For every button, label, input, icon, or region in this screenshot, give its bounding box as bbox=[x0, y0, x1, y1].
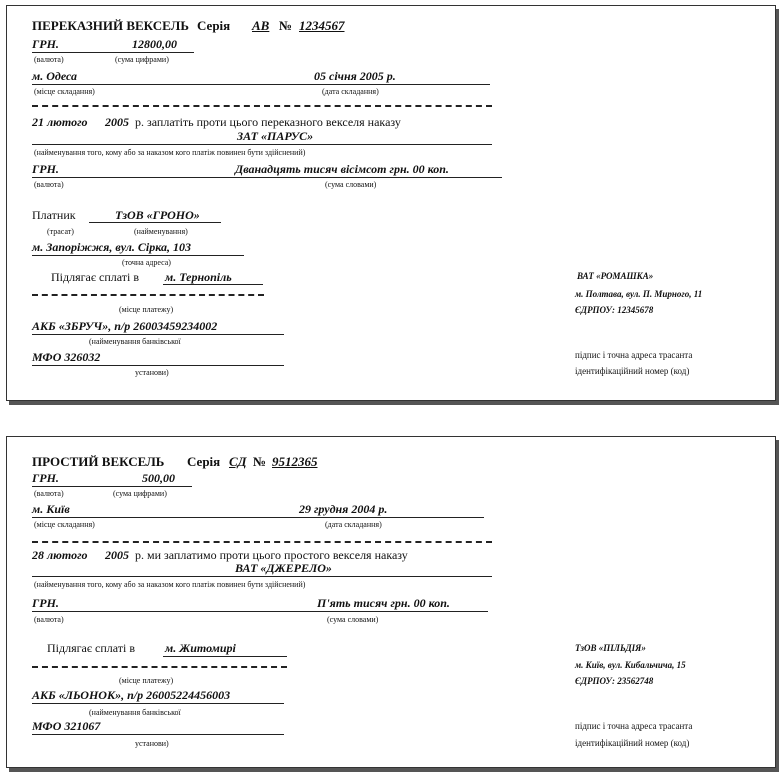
payer-value: ТзОВ «ГРОНО» bbox=[115, 208, 200, 222]
amount-words-value: П'ять тисяч грн. 00 коп. bbox=[317, 596, 450, 610]
amount-words-underline bbox=[32, 611, 488, 612]
payee-caption: (найменування того, кому або за наказом кого платіж повинен бути здійснений) bbox=[34, 148, 306, 157]
payment-text: р. ми заплатимо проти цього простого векселя наказу bbox=[135, 548, 408, 562]
id-caption: ідентифікаційний номер (код) bbox=[575, 738, 690, 748]
institution-caption: установи) bbox=[135, 368, 169, 377]
payee-underline bbox=[32, 144, 492, 145]
signature-caption: підпис і точна адреса трасанта bbox=[575, 721, 693, 731]
place-payment-underline bbox=[163, 656, 287, 657]
bank-caption: (найменування банківської bbox=[89, 708, 181, 717]
series-value: АВ bbox=[252, 18, 270, 33]
bank-value: АКБ «ЛЬОНОК», п/р 26005224456003 bbox=[32, 688, 231, 702]
number-label: № bbox=[279, 18, 293, 33]
date-caption: (дата складання) bbox=[322, 87, 379, 96]
signature-caption: підпис і точна адреса трасанта bbox=[575, 350, 693, 360]
bill-title: ПЕРЕКАЗНИЙ ВЕКСЕЛЬ bbox=[32, 18, 189, 33]
place-date-underline bbox=[32, 517, 484, 518]
drawer-address: м. Полтава, вул. П. Мирного, 11 bbox=[575, 289, 703, 299]
series-label: Серія bbox=[187, 454, 221, 469]
date-caption: (дата складання) bbox=[325, 520, 382, 529]
payee-value: ЗАТ «ПАРУС» bbox=[237, 129, 314, 143]
payer-label: Платник bbox=[32, 208, 76, 222]
amount-words-caption: (сума словами) bbox=[327, 615, 379, 624]
number-value: 1234567 bbox=[299, 18, 345, 33]
place-payment-value: м. Тернопіль bbox=[165, 270, 232, 284]
drawee-caption: (трасат) bbox=[47, 227, 74, 236]
currency-value: ГРН. bbox=[32, 471, 59, 485]
series-value: СД bbox=[229, 454, 247, 469]
currency-caption-2: (валюта) bbox=[34, 615, 64, 624]
payment-date-value: 28 лютого bbox=[32, 548, 88, 562]
place-caption: (місце складання) bbox=[34, 87, 95, 96]
bank-caption: (найменування банківської bbox=[89, 337, 181, 346]
place-payment-value: м. Житомирі bbox=[165, 641, 236, 655]
date-value: 05 січня 2005 р. bbox=[314, 69, 396, 83]
bank-underline bbox=[32, 703, 284, 704]
currency-caption-2: (валюта) bbox=[34, 180, 64, 189]
amount-digits-caption: (сума цифрами) bbox=[115, 55, 169, 64]
payment-text: р. заплатіть проти цього переказного векселя наказу bbox=[135, 115, 401, 129]
amount-digits-value: 12800,00 bbox=[132, 37, 177, 51]
institution-caption: установи) bbox=[135, 739, 169, 748]
promissory-note-form bbox=[6, 436, 776, 768]
currency-value: ГРН. bbox=[32, 37, 59, 51]
payment-year-value: 2005 bbox=[105, 115, 129, 129]
dashed-separator bbox=[32, 105, 492, 107]
series-label: Серія bbox=[197, 18, 231, 33]
dashed-line-payment bbox=[32, 294, 264, 296]
drawer-name: ВАТ «РОМАШКА» bbox=[577, 271, 654, 281]
bill-title: ПРОСТИЙ ВЕКСЕЛЬ bbox=[32, 454, 165, 469]
transfer-bill-form bbox=[6, 5, 776, 401]
payer-address-underline bbox=[32, 255, 244, 256]
mfo-value: МФО 321067 bbox=[32, 719, 101, 733]
place-payment-caption: (місце платежу) bbox=[119, 305, 174, 314]
amount-digits-caption: (сума цифрами) bbox=[113, 489, 167, 498]
drawer-code: ЄДРПОУ: 12345678 bbox=[575, 305, 654, 315]
bank-value: АКБ «ЗБРУЧ», п/р 26003459234002 bbox=[32, 319, 218, 333]
place-payment-caption: (місце платежу) bbox=[119, 676, 174, 685]
amount-digits-value: 500,00 bbox=[142, 471, 175, 485]
amount-words-caption: (сума словами) bbox=[325, 180, 377, 189]
payee-value: ВАТ «ДЖЕРЕЛО» bbox=[235, 561, 332, 575]
place-payment-underline bbox=[163, 284, 263, 285]
dashed-separator bbox=[32, 541, 492, 543]
currency-caption: (валюта) bbox=[34, 55, 64, 64]
payer-address-value: м. Запоріжжя, вул. Сірка, 103 bbox=[32, 240, 192, 254]
bank-underline bbox=[32, 334, 284, 335]
payment-date-value: 21 лютого bbox=[32, 115, 88, 129]
payment-year-value: 2005 bbox=[105, 548, 129, 562]
currency-value-2: ГРН. bbox=[32, 162, 59, 176]
amount-underline bbox=[32, 486, 192, 487]
address-caption: (точна адреса) bbox=[122, 258, 171, 267]
date-value: 29 грудня 2004 р. bbox=[299, 502, 388, 516]
place-value: м. Одеса bbox=[32, 69, 78, 83]
payer-underline bbox=[89, 222, 221, 223]
payer-name-caption: (найменування) bbox=[134, 227, 188, 236]
payee-caption: (найменування того, кому або за наказом кого платіж повинен бути здійснений) bbox=[34, 580, 306, 589]
drawer-name: ТзОВ «ПІЛЬДІЯ» bbox=[575, 643, 646, 653]
place-caption: (місце складання) bbox=[34, 520, 95, 529]
number-value: 9512365 bbox=[272, 454, 318, 469]
mfo-value: МФО 326032 bbox=[32, 350, 101, 364]
drawer-code: ЄДРПОУ: 23562748 bbox=[575, 676, 654, 686]
currency-value-2: ГРН. bbox=[32, 596, 59, 610]
mfo-underline bbox=[32, 365, 284, 366]
dashed-line-payment bbox=[32, 666, 287, 668]
mfo-underline bbox=[32, 734, 284, 735]
id-caption: ідентифікаційний номер (код) bbox=[575, 366, 690, 376]
drawer-address: м. Київ, вул. Кибальчича, 15 bbox=[575, 660, 686, 670]
place-date-underline bbox=[32, 84, 490, 85]
payee-underline bbox=[32, 576, 492, 577]
amount-underline bbox=[32, 52, 194, 53]
number-label: № bbox=[253, 454, 267, 469]
currency-caption: (валюта) bbox=[34, 489, 64, 498]
amount-words-value: Дванадцять тисяч вісімсот грн. 00 коп. bbox=[235, 162, 449, 176]
place-payment-label: Підлягає сплаті в bbox=[47, 641, 136, 655]
amount-words-underline bbox=[32, 177, 502, 178]
place-value: м. Київ bbox=[32, 502, 70, 516]
place-payment-label: Підлягає сплаті в bbox=[51, 270, 140, 284]
